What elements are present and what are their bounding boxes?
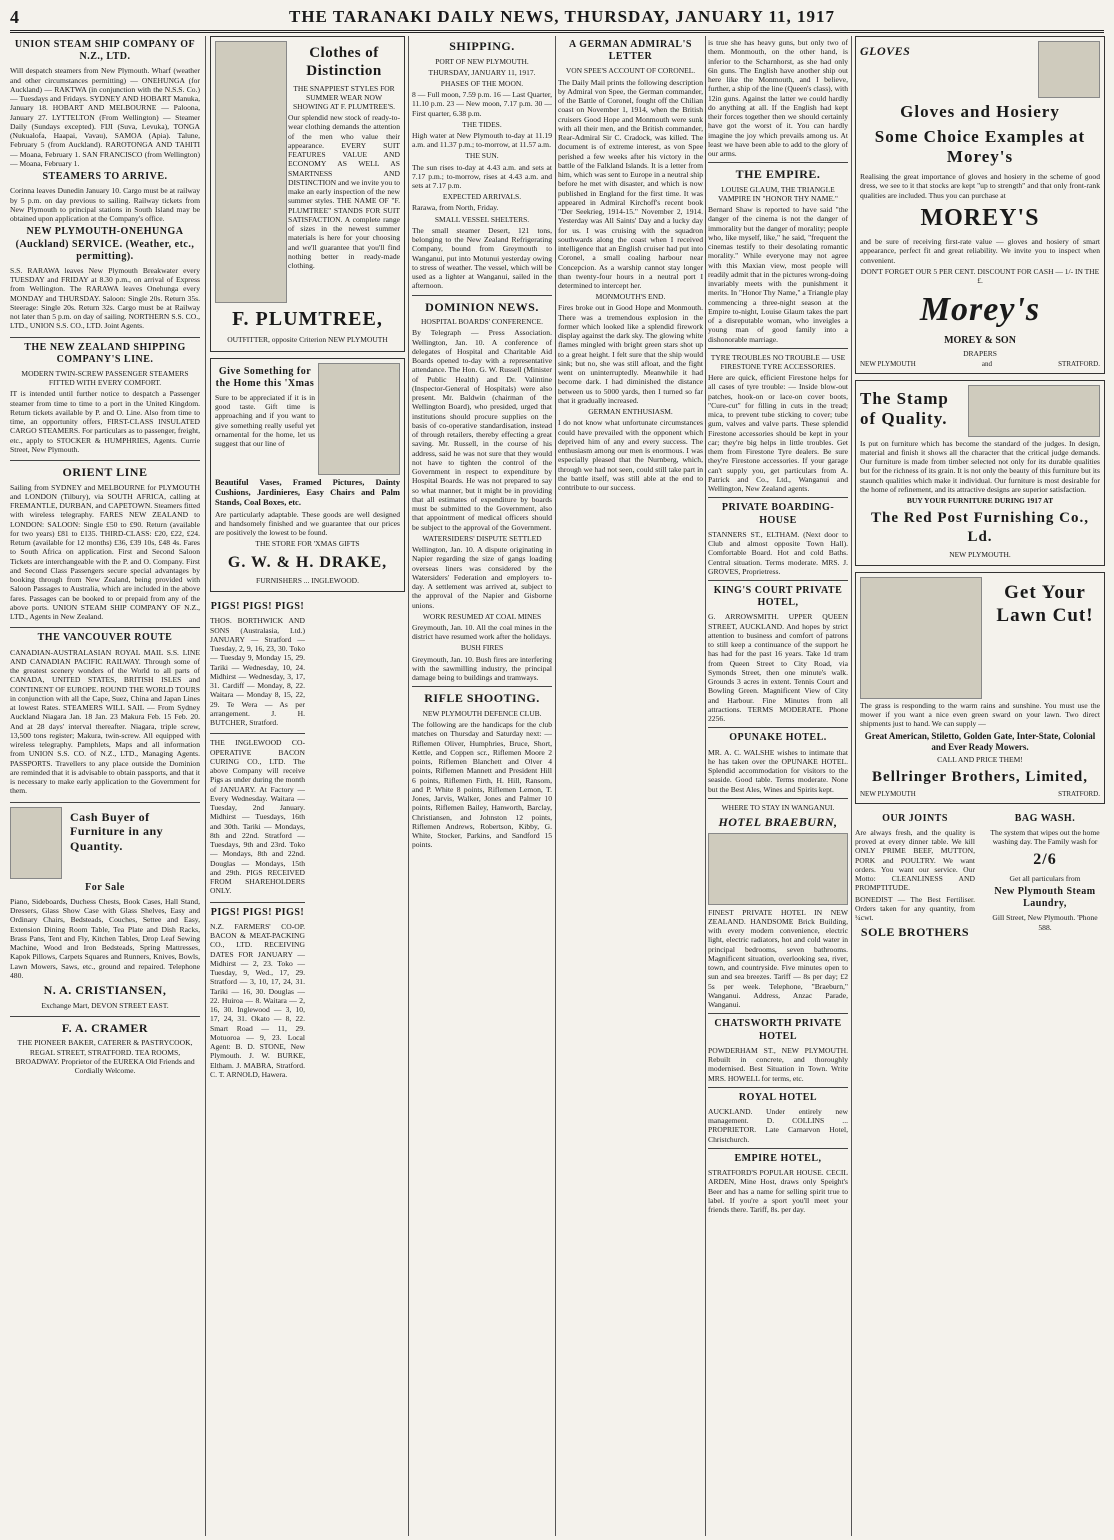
vancouver-ad [10,632,200,795]
lawn-body: The grass is responding to the warm rains and sunshine. You must use the mower if you want a nice even green sward on your lawn. Two direct shipments just to hand. We can supply — [860,700,1100,729]
plumtree-name: F. PLUMTREE, [232,308,383,330]
chats-title: CHATSWORTH PRIVATE HOTEL [714,1018,842,1042]
vancouver-body: CANADIAN-AUSTRALASIAN ROYAL MAIL S.S. LINE AND CANADIAN PACIFIC RAILWAY. Through some of the greatest scenery wonders of the World to all parts of CANADA, UNITED STATES, BRITISH ISLES and CONTINENT OF EUROPE. ROUND THE WORLD TOURS in conjunction with all the Cape, Suez, China and Japan Lines at lowest Rates. STEAMERS WILL SAIL — From Sydney Auckland Niagara Jan. 18 Jan. 23 Makura Feb. 15 Feb. 20. And at 28 days' interval thereafter. Niagara, triple screw, 13,500 tons register; Makura, twin-screw. All equipped with wireless telegraphy. Pamphlets, Maps and all information from UNION S.S. CO. of N.Z., LTD., Managing Agents. PASSPORTS. Travellers to any place outside the Dominion are reminded that it is advisable to obtain passports, and that it is necessary to make early application to the Government for them. [10,647,200,796]
cramer-ad [10,1021,200,1076]
pigs2-body: THE INGLEWOOD CO-OPERATIVE BACON CURING CO., LTD. The above Company will receive Pigs as under during the month of JANUARY. At Factory — Every Wednesday. Waitara — Tuesday, 2nd January. Midhirst — Tuesdays, 16th and 30th. Tariki — Mondays, 8th and 22nd. Stratford — Tuesdays, 9th and 23rd. Toko — Mondays, 8th and 22nd. Douglas — Mondays, 15th and 29th. PIGS RECEIVED FROM SHAREHOLDERS ONLY. [210,738,305,896]
lawn-call: CALL AND PRICE THEM! [937,754,1023,764]
clothes-title: Clothes of Distinction [306,45,382,80]
private-title: PRIVATE BOARDING-HOUSE [721,502,835,526]
moreys-foot-right: STRATFORD. [1058,360,1100,369]
bag-more: Get all particulars from [1009,873,1081,883]
moon-title: PHASES OF THE MOON. [440,78,524,88]
private-body: STANNERS ST., ELTHAM. (Next door to Club and almost opposite Town Hall). Comfortable Board. Hot and cold Baths. Central situation. Terms moderate. MRS. J. GROVES, Proprietress. [708,529,848,576]
onehunga-title: NEW PLYMOUTH-ONEHUNGA (Auckland) SERVICE. (Weather, etc., permitting). [15,226,195,262]
pigs-ad-1 [210,601,305,727]
empire-title: THE EMPIRE. [735,167,821,182]
rifle-body: The following are the handicaps for the club matches on Thursday and Saturday next: — Riflemen Oliver, Humphries, Bruce, Short, Kettle, and Coppen scr., Riflemen Moore 2 points, Riflemen Blanchett and Olver 4 points, Riflemen Mannett and President Hill 6 points, Riflemen Firth, H. Hill, Ransom, and P. White 8 points, Riflemen Lemon, T. Jones, Jarvis, Walker, Jones and Palmer 10 points, Riflemen Bailey, Hanworth, Barclay, Christiansen, and Johnston 12 points, Riflemen Andrews, Robertson, Kibby, G. White, Stocker, Parkins, and Sandford 15 points. [412,720,552,850]
chats-body: POWDERHAM ST., NEW PLYMOUTH. Rebuilt in concrete, and thoroughly modernised. Best Situation in Town. Write MRS. HOWELL for terms, etc. [708,1045,848,1083]
nz-shipping-ad [10,342,200,454]
rifle-title: RIFLE SHOOTING. [424,691,540,706]
xmas-more: Are particularly adaptable. These goods are well designed and handsomely finished and we guarantee that our prices are positively the lowest to be found. [215,509,400,538]
vancouver-title: THE VANCOUVER ROUTE [37,632,173,644]
forsale-title: For Sale [85,881,125,893]
tyre-body: Here are quick, efficient Firestone helps for all cases of tyre trouble: — Inside blow-out patches, hook-on or lace-on cover boots, "Cure-cut" for filling in cuts in the tread; mica, to prevent tube sticking to cover; tube gum, valves and valve parts. These splendid Firestone accessories should be kept in your car; they're big helps in little troubles. Get them from Firestone Tyre dealers. Be sure they're Firestone accessories. If your garage can't supply you, get particulars from A. Patrick and Co., Ltd., Wanganui and Wellington, New Zealand agents. [708,373,848,494]
cramer-body: THE PIONEER BAKER, CATERER & PASTRYCOOK, REGAL STREET, STRATFORD. TEA ROOMS, BROADWAY. Proprietor of the EUREKA Old Friends and Cordially Welcome. [15,1038,195,1076]
tyre-title: TYRE TROUBLES NO TROUBLE — USE FIRESTONE TYRE ACCESSORIES. [710,352,846,372]
union-body: Will despatch steamers from New Plymouth. Wharf (weather and other circumstances permitting) — ONEHUNGA (for Auckland) — RAKTWA (in conjunction with the N.S.S. Co.) — Tuesdays and Fridays. SYDNEY AND HOBART Manuka, January 18. HOBART AND MELBOURNE — Paloona, January 27. LYTTELTON (From Wellington) — Steamer Daily (Sundays excepted). FIJI (Suva, Levuka), TONGA (Nukualofa, Haapai, Vavau), SAMOA (Apia). Talune, February 5 (from Auckland). RAROTONGA AND TAHITI — Moana, February 1. SAN FRANCISCO (from Wellington) — Moana, February 1. [10,66,200,168]
drake-foot: FURNISHERS ... INGLEWOOD. [256,576,359,586]
kings-title: KING'S COURT PRIVATE HOTEL, [713,585,843,609]
plumtree-ad [210,36,405,352]
laundry-ad [985,810,1105,943]
sole-name: SOLE BROTHERS [860,925,970,940]
bellringer-name: Bellringer Brothers, Limited, [872,768,1088,785]
stamp-foot: NEW PLYMOUTH. [949,549,1011,559]
bag-name: New Plymouth Steam Laundry, [994,886,1096,910]
fires-body: Greymouth, Jan. 10. Bush fires are interfering with the sawmilling industry, the principal damage being to buildings and tramways. [412,654,552,683]
vamp-title: LOUISE GLAUM, THE TRIANGLE VAMPIRE IN "HONOR THY NAME." [718,184,838,204]
bell-foot-left: NEW PLYMOUTH [860,790,916,799]
pigs-title-3: PIGS! PIGS! PIGS! [210,906,305,918]
admiral-title: A GERMAN ADMIRAL'S LETTER [569,39,692,63]
pigs-title-1: PIGS! PIGS! PIGS! [210,601,305,613]
page-number: 4 [10,6,20,27]
opunake-title: OPUNAKE HOTEL. [729,732,827,744]
moreys-big: MOREY'S [920,204,1040,231]
bellringer-ad [855,572,1105,804]
masthead-title: THE TARANAKI DAILY NEWS, THURSDAY, JANUARY 11, 1917 [288,7,836,26]
royal-body: AUCKLAND. Under entirely new management. D. COLLINS ... PROPRIETOR. Late Carnarvon Hotel, Christchurch. [708,1106,848,1144]
suited-man-illustration [215,41,287,303]
column-1 [10,36,200,1536]
braeburn-name: HOTEL BRAEBURN, [718,815,838,830]
union-title: UNION STEAM SHIP COMPANY OF N.Z., LTD. [14,39,196,63]
empire-hotel-body: STRATFORD'S POPULAR HOUSE. CECIL ARDEN, Mine Host, draws only Speight's Beer and has a name for selling spirit true to label. If you're a sport you'll meet your friends there. Tariff, 8s. per day. [708,1168,848,1215]
plumtree-foot: OUTFITTER, opposite Criterion NEW PLYMOUTH [227,335,388,345]
pigs3-body: N.Z. FARMERS' CO-OP. BACON & MEAT-PACKING CO., LTD. RECEIVING DATES FOR JANUARY — Midhirst — 2, 23. Toko — Tuesday, 9, Wed., 17, 29. Stratford — 3, 10, 17, 24, 31. Tariki — 16, 30. Douglas — 22. Huiroa — 8. Waitara — 2, 16, 30. Inglewood — 3, 10, 17, 24, 31. Okato — 8, 22. Smart Road — 11, 29. Motuoroa — 9, 23. Local Agent: B. D. STONE, New Plymouth. J. W. BURKE, Eltham. J. MABRA, Stratford. C. T. ARNOLD, Hawera. [210,921,305,1079]
gloves-sub: Some Choice Examples at Morey's [874,126,1086,167]
bag-title: BAG WASH. [1014,812,1076,824]
red-post-ad [855,380,1105,566]
royal-title: ROYAL HOTEL [738,1091,818,1103]
moreys-foot [860,360,1100,369]
moreys-foot-left: NEW PLYMOUTH [860,360,916,369]
orient-line-ad [10,465,200,621]
coal-body: Greymouth, Jan. 10. All the coal mines in the district have resumed work after the holidays. [412,622,552,642]
nzsc-title: THE NEW ZEALAND SHIPPING COMPANY'S LINE. [24,341,186,365]
bag-body: The system that wipes out the home washing day. The Family wash for [990,827,1100,847]
cristiansen-ad [10,807,200,1010]
sheltered-body: The small steamer Desert, 121 tons, belonging to the New Zealand Refrigerating Company, bound from Greymouth to Wanganui, put into Motunui yesterday owing to stress of weather. The vessel, which will be used as a lighter at Wanganui, sailed in the afternoon. [412,225,552,291]
col5-body: is true she has heavy guns, but only two of them. Monmouth, on the other hand, is inferior to the Scharnhorst, as she had only 6in guns. The English have another ship out here like the Monmouth, and I believe, further, a ship of the line (Queen's class), with 12in guns. Against the latter we could hardly do anything at all. If the English had kept their forces together then we should certainly have got the worst of it. You can hardly imagine the joy which prevails among us. At least we have been able to add to the glory of our arms. [708,38,848,158]
gloves-title: Gloves and Hosiery [900,102,1060,121]
moreys-gloves-ad [855,36,1105,374]
drake-ad [210,358,405,593]
pigs-ad-2 [210,738,305,895]
column-5 [708,36,848,1536]
tides-body: High water at New Plymouth to-day at 11.19 a.m. and 11.37 p.m.; to-morrow, at 11.57 a.m. [412,130,552,150]
braeburn-title: WHERE TO STAY IN WANGANUI. [721,802,835,812]
joints-title: OUR JOINTS [882,812,948,824]
enthusiasm-title: GERMAN ENTHUSIASM. [588,407,673,417]
pigs1-body: THOS. BORTHWICK AND SONS (Australasia, Ltd.) JANUARY — Stratford — Tuesday, 2, 9, 16, 23, 30. Toko — Tuesday 9, Monday 15, 29. Tariki — Wednesday, 10, 24. Midhirst — Wednesday, 3, 17, 31. Cardiff — Monday, 8, 22. Waitara — Monday 8, 15, 22, 29. Te Wera — As per arrangement. J. H. BUTCHER, Stratford. [210,616,305,728]
xmas-title: Give Something for the Home this 'Xmas [215,365,315,389]
empire-hotel-title: EMPIRE HOTEL, [734,1152,822,1164]
drake-name: G. W. & H. DRAKE, [227,553,388,571]
shipping-title: SHIPPING. [449,39,515,53]
drake-store: THE STORE FOR 'XMAS GIFTS [255,539,360,549]
arrivals-title: EXPECTED ARRIVALS. [442,192,522,202]
waterside-title: WATERSIDERS' DISPUTE SETTLED [422,533,542,543]
cristiansen-addr: Exchange Mart, DEVON STREET EAST. [41,1000,169,1010]
sun-title: THE SUN. [465,151,499,161]
column-3 [412,36,552,1536]
coal-title: WORK RESUMED AT COAL MINES [422,611,542,621]
pigs-ad-3 [210,907,305,1079]
cash-title: Cash Buyer of Furniture in any Quantity. [70,809,164,853]
lawn-title: Get Your Lawn Cut! [996,581,1094,627]
onehunga-body: S.S. RARAWA leaves New Plymouth Breakwater every TUESDAY and FRIDAY at 8.30 p.m., on arrival of Express from Wellington. The RARAWA leaves Onehunga every MONDAY and THURSDAY. Saloon: Single 20s. Return 35s. Steerage: Single 20s. Return 32s. Cargo must be at Railway not later than 5 p.m. on day of sailing. NORTHERN S.S. CO., LTD., UNION S.S. CO., LTD. Joint Agents. [10,265,200,331]
column-4 [558,36,703,1536]
fires-title: BUSH FIRES [460,643,504,653]
bonedist: BONEDIST — The Best Fertiliser. Orders taken for any quantity, from ¼cwt. [855,894,975,923]
nzsc-body: IT is intended until further notice to despatch a Passenger steamer from time to time to a port in the United Kingdom. Return tickets available by P. and O. Line. Also from time to time, an opportunity offers, FIRST-CLASS INSULATED CARGO STEAMERS. For particulars as to passenger, freight, etc., apply to STOCKER & HUMPHRIES, Agents. Currie Street, New Plymouth. [10,389,200,454]
opunake-body: MR. A. C. WALSHE wishes to intimate that he has taken over the OPUNAKE HOTEL. Splendid accommodation for visitors to the seaside. Good table. Terms moderate. None but the Best Ales, Wines and Spirits kept. [708,747,848,794]
stamp-buy: BUY YOUR FURNITURE DURING 1917 AT [906,496,1054,506]
glove-illustration [1038,41,1100,98]
hospital-title: HOSPITAL BOARDS' CONFERENCE. [421,317,543,327]
moreys-body: and be sure of receiving first-rate value — gloves and hosiery of smart appearance, perfect fit and great reliability. We invite you to inspect when convenient. [860,237,1100,265]
dominion-title: DOMINION NEWS. [425,299,539,314]
column-6 [855,36,1105,1536]
bag-foot: Gill Street, New Plymouth. 'Phone 588. [992,913,1098,932]
stamp-name: The Red Post Furnishing Co., Ld. [870,510,1090,545]
monmouth-body: Fires broke out in Good Hope and Monmouth. There was a tremendous explosion in the former which looked like a splendid firework display against the dark sky. The glowing white flames mingled with bright green stars shot up to a great height. I felt sure that the ship would sink; but no, she was still afloat, and the fight went on uninterruptedly. Meanwhile it had become dark. I had diminished the distance between us to 5000 yards, then I turned so far that it gradually increased. [558,303,703,405]
discount-note: DON'T FORGET OUR 5 PER CENT. DISCOUNT FOR CASH — 1/- IN THE £. [860,266,1100,286]
waterside-body: Wellington, Jan. 10. A dispute originating in Napier regarding the size of gangs loading overseas liners was considered by the Watersiders' Federation and employers to-day. A settlement was arrived at, subject to the approval of the Napier and Gisborne unions. [412,545,552,610]
clothes-body: Our splendid new stock of ready-to-wear clothing demands the attention of the men who value their appearance. EVERY SUIT FEATURES VALUE AND ECONOMY AS WELL AS SMARTNESS AND DISTINCTION and we invite you to make an early inspection of the new summer styles. THE NAME OF "F. PLUMTREE" STANDS FOR SUIT SATISFACTION. A complete range of sizes in the newest summer materials is here for your choosing and we'll guarantee that you'll find nothing better in ready-made clothing. [288,113,400,271]
arrivals-body: Rarawa, from North, Friday. [412,203,499,213]
sheltered-title: SMALL VESSEL SHELTERS. [434,214,530,224]
bell-foot [860,790,1100,799]
orient-title: ORIENT LINE [62,465,148,480]
gloves-label: GLOVES [860,44,911,58]
shipping-port: PORT OF NEW PLYMOUTH. [435,56,529,66]
moreys-logo: Morey's [919,291,1041,329]
admiral-body: The Daily Mail prints the following description by Admiral von Spee, the German commander, of the Battle of Coronel, fought off the Chilian coast on November 1, 1914, when the British cruisers Good Hope and Monmouth were sunk with all their men, and the British commander, Rear-Admiral Sir C. Cradock, was killed. The document is of extreme interest, as von Spee perished a few weeks after his victory in the battle of the Falkland Islands. It is a letter from him, which was sent to Europe in a neutral ship before he met with disaster, and which is now published in England for the first time. It was appeared in Admiral Kirchoff's recent book "Der Seekrieg, 1914-15." November 2, 1914. Yesterday was All Saints' Day and a lucky day for us. I was cruising with the squadron southwards along the coast when I received intelligence that an English cruiser had put into Coronel, a small coaling harbour near Concepcion. As a warship cannot stay longer than twenty-four hours in a neutral port I determined to intercept her. [558,77,703,291]
moreys-son: MOREY & SON [944,334,1016,346]
man-illustration [10,807,62,879]
clothes-sub: THE SNAPPIEST STYLES FOR SUMMER WEAR NOW SHOWING AT F. PLUMTREE'S. [292,83,396,111]
sun-body: The sun rises to-day at 4.43 a.m. and sets at 7.17 p.m.; to-morrow, rises at 4.43 a.m. and sets at 7.17 p.m. [412,162,552,191]
orient-body: Sailing from SYDNEY and MELBOURNE for PLYMOUTH and LONDON (Tilbury), via SOUTH AFRICA, calling at FREMANTLE, DURBAN, and CAPETOWN. Steamers fitted with wireless telegraphy. FARES NEW ZEALAND to LONDON: SALOON: Single £50 to £90. Return (available for two years) £81 to £135. THIRD-CLASS: £20, £22, £24. Return (available for 12 months) £36, £39 10s, £48 4s. Fares to South Africa on application. First and Second Saloon Tickets are interchangeable with the P. and O. Company. First and Second Class Passengers secure special advantages by booking through from New Zealand, being provided with Saloon Passages to Australia, which are included in the above fares. Passages can be booked to or prepaid from any of the above ports. UNION STEAM SHIP COMPANY OF N.Z., LTD., Agents in New Zealand. [10,482,200,622]
rifle-sub: NEW PLYMOUTH DEFENCE CLUB. [422,708,542,718]
coal-box-illustration [318,363,400,475]
xmas-items: Beautiful Vases, Framed Pictures, Dainty Cushions, Jardinieres, Easy Chairs and Palm Stands, Coal Boxes, etc. [215,476,400,508]
couch-illustration [968,385,1100,437]
stamp-title: The Stamp of Quality. [860,388,949,429]
joints-body: Are always fresh, and the quality is proved at every dinner table. We kill ONLY PRIME BEEF, MUTTON, PORK and POULTRY. We want orders. You want our service. Our Motto: CLEANLINESS AND PROMPTITUDE. [855,827,975,893]
sole-brothers-ad [855,810,975,943]
nzsc-sub: MODERN TWIN-SCREW PASSENGER STEAMERS FITTED WITH EVERY COMFORT. [21,369,189,388]
bag-price: 2/6 [1033,851,1057,869]
moon-body: 8 — Full moon, 7.59 p.m. 16 — Last Quarter, 11.10 p.m. 23 — New moon, 7.17 p.m. 30 — First quarter, 6.38 p.m. [412,90,552,118]
moreys-drapers: DRAPERS [963,348,997,358]
cristiansen-name: N. A. CRISTIANSEN, [43,983,167,998]
shipping-date: THURSDAY, JANUARY 11, 1917. [428,67,536,77]
tides-title: THE TIDES. [462,119,502,129]
vamp-body: Bernard Shaw is reported to have said "the danger of the cinema is not the danger of immorality but the danger of morality; people who, like myself, like," he said, "frequent the cinemas testify to their desolating romantic morality." While everyone may not agree with this Maxian view, most people will readily admit that in the pictures wrong-doing invariably meets with the punishment it merits. In "Honor Thy Name," a Triangle play commencing a three-night season at the Empire to-night, Louise Glaum takes the part of a disreputable woman, who inveigles a young man of good family into a dishonorable marriage. [708,205,848,344]
gloves-body: Realising the great importance of gloves and hosiery in the scheme of good dress, we see to it that stocks are kept "up to strength" and that only front-rank qualities are included. Thus you can purchase at [860,172,1100,200]
steamers-title: STEAMERS TO ARRIVE. [42,171,168,183]
braeburn-body: FINEST PRIVATE HOTEL IN NEW ZEALAND. HANDSOME Brick Building, with every modern convenience, electric light, electric radiators, hot and cold water in principal bedrooms, seven bathrooms. Magnificent situation, overlooking sea, river, town, and countryside. Five minutes open to sun and sea breezes. Tariff — 8s per day; £2 5s per week. Telephone, "Braeburn," Wanganui. Address, Anzac Parade, Wanganui. [708,907,848,1010]
monmouth-title: MONMOUTH'S END. [595,292,666,302]
union-steam-ad [10,39,200,331]
enthusiasm-body: I do not know what unfortunate circumstances could have prevailed with the opponent which deprived him of any and every success. The enthusiasm among our men is enormous. I was especially pleased that the Nurnberg, which, through we had not seen, could still take part in the battle itself, was still able at the end to contribute to our success. [558,418,703,493]
hospital-body: By Telegraph — Press Association. Wellington, Jan. 10. A conference of delegates of Hospital and Charitable Aid Boards opened to-day with a representative attendance. The Hon. G. W. Russell (Minister of Public Health) and Dr. Valintine (Inspector-General of Hospitals) were also present. Mr. Baldwin (chairman of the Wellington Board), who presided, urged that institutions should procure supplies on the basis of co-operative standardisation, instead of through retailers, thereby effecting a great saving. Mr. Russell, in the course of his address, said he was not sure that they would not have to tighten the control of the Government in respect to expenditure by Hospital Boards. He was not prepared to say so what manner, but it might be in providing that all estimates of expenditure by boards must be submitted to the Government, also that appointment of medical officers should be subject to the approval of the Government. [412,328,552,532]
kings-body: G. ARROWSMITH. UPPER QUEEN STREET, AUCKLAND. And hopes by strict attention to business and comfort of patrons to still keep a continuance of the support he has had for the past 16 years. Take 1d tram from Queen Street to City Road, via Symonds Street, then one minute's walk. Grounds 3 acres in extent. Tennis Court and Bowling Green. Magnificent View of City and Harbour. Fine Minutes from all attractions. TERMS MODERATE. Phone 2256. [708,612,848,724]
cramer-title: F. A. CRAMER [61,1020,149,1035]
steamers-body: Corinna leaves Dunedin January 10. Cargo must be at railway by 5 p.m. on day previous to sailing. Railway tickets from New Plymouth to principal stations in South Island may be obtained upon application at the Company's office. [10,186,200,224]
masthead [10,4,1104,33]
stamp-body: Is put on furniture which has become the standard of the judges. In design, material and finish it shows all the character that the critical judge demands. Our furniture is made from timber selected not only for its durable qualities but for the richness of its grain. It is not only the beauty of this furniture but its staunch qualities which make it individual. Our furniture is most desirable for the home of refinement, and its attractive designs are superior satisfaction. [860,438,1100,494]
moreys-foot-mid: and [981,360,993,369]
bell-foot-right: STRATFORD. [1058,790,1100,799]
lawn-list: Great American, Stiletto, Golden Gate, Inter-State, Colonial and Ever Ready Mowers. [864,730,1096,752]
xmas-body: Sure to be appreciated if it is in good taste. Gift time is approaching and if you want to give something really useful yet ornamental for the home, let us suggest that our line of [215,392,315,449]
lawnmower-illustration [860,577,982,699]
column-2 [210,36,405,1536]
forsale-body: Piano, Sideboards, Duchess Chests, Book Cases, Hall Stand, Dressers, Glass Show Case with Glass Shelves, Easy and Ordinary Chairs, Bedsteads, Couches, Settee and Easy, Extension Dining Room Table, Tea Plate and Dish Racks, Brass Pans, Tent and Fly, Kitchen Tables, Drop Leaf Sewing Machine, Wood and Iron Bedsteads, Spring Mattresses, Kapok Pillows, Carpets Squares and Runners, Knives, Bowls, Lawn Mowers, Saws, etc., ground and repaired. Telephone 480. [10,896,200,980]
hotel-illustration [708,833,848,905]
admiral-sub: VON SPEE'S ACCOUNT OF CORONEL. [565,66,696,76]
